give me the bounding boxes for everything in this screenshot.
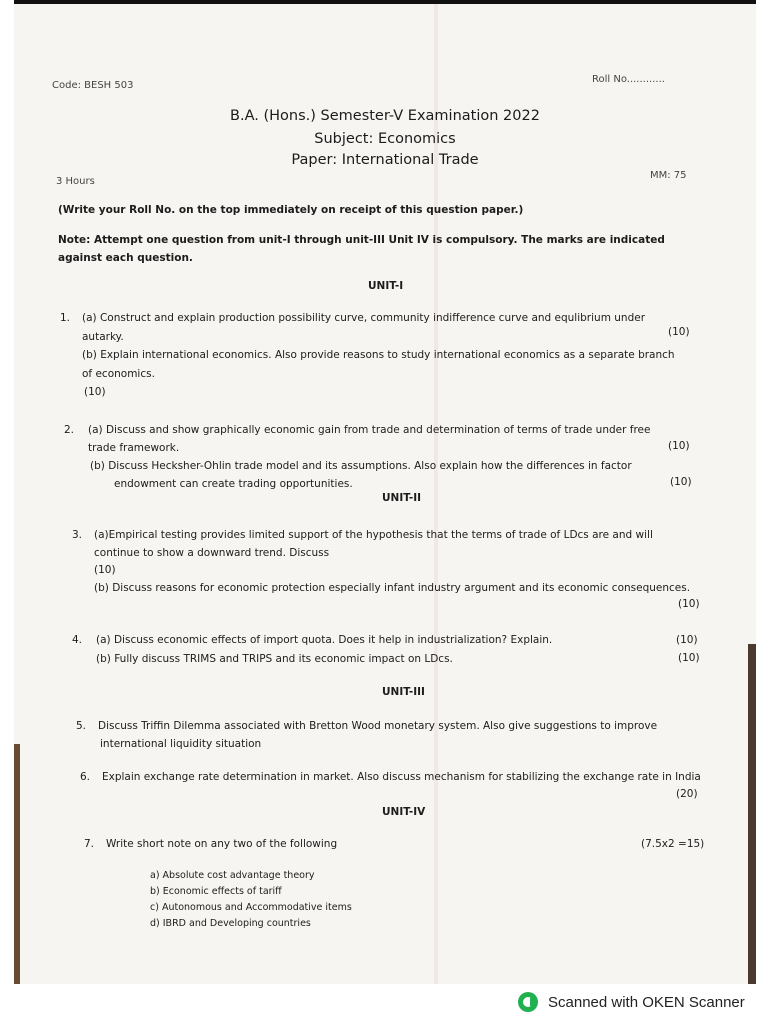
scanner-watermark [518, 990, 745, 1014]
q2-b-line2: endowment can create trading opportunities. [114, 478, 353, 490]
q1-b-line2: of economics. [82, 368, 155, 380]
q3-b-marks: (10) [678, 598, 700, 610]
q6-marks: (20) [676, 788, 698, 800]
scanner-text: Scanned with OKEN Scanner [548, 993, 745, 1011]
unit-1-heading: UNIT-I [368, 280, 404, 292]
q1-a-marks: (10) [668, 326, 690, 338]
duration: 3 Hours [56, 176, 95, 187]
q5-line1: Discuss Triffin Dilemma associated with Bretton Wood monetary system. Also give suggestions to improve [98, 720, 658, 732]
q6-line1: Explain exchange rate determination in market. Also discuss mechanism for stabilizing the exchange rate in India [102, 771, 701, 783]
q7-item-b: b) Economic effects of tariff [150, 886, 282, 897]
q4-number: 4. [72, 634, 83, 646]
max-marks: MM: 75 [650, 170, 687, 181]
paper-fold [434, 4, 438, 984]
q5-number: 5. [76, 720, 87, 732]
q3-b-line1: (b) Discuss reasons for economic protection especially infant industry argument and its economic consequences. [94, 582, 691, 594]
paper-edge-right [748, 644, 756, 984]
exam-paper [14, 4, 756, 984]
q2-number: 2. [64, 424, 75, 436]
q2-b-line1: (b) Discuss Hecksher-Ohlin trade model and its assumptions. Also explain how the differences in factor [90, 460, 632, 472]
q2-a-line1: (a) Discuss and show graphically economic gain from trade and determination of terms of trade under free [88, 424, 651, 436]
q4-a-marks: (10) [676, 634, 698, 646]
q7-marks: (7.5x2 =15) [641, 838, 705, 850]
exam-title: B.A. (Hons.) Semester-V Examination 2022 [230, 108, 540, 124]
q3-a-line2: continue to show a downward trend. Discuss [94, 547, 330, 559]
q7-line1: Write short note on any two of the following [106, 838, 338, 850]
roll-instruction: (Write your Roll No. on the top immediately on receipt of this question paper.) [58, 204, 524, 216]
q7-item-c: c) Autonomous and Accommodative items [150, 902, 352, 913]
paper-title: Paper: International Trade [291, 152, 479, 168]
q1-b-marks: (10) [84, 386, 106, 398]
q2-b-marks: (10) [670, 476, 692, 488]
roll-number-field: Roll No............ [592, 74, 665, 85]
q2-a-line2: trade framework. [88, 442, 180, 454]
unit-4-heading: UNIT-IV [382, 806, 426, 818]
q1-a-line2: autarky. [82, 331, 124, 343]
q4-a-line1: (a) Discuss economic effects of import quota. Does it help in industrialization? Explain. [96, 634, 553, 646]
q1-number: 1. [60, 312, 71, 324]
q6-number: 6. [80, 771, 91, 783]
q7-item-a: a) Absolute cost advantage theory [150, 870, 315, 881]
q3-number: 3. [72, 529, 83, 541]
paper-edge-left [14, 744, 20, 984]
unit-2-heading: UNIT-II [382, 492, 422, 504]
q4-b-marks: (10) [678, 652, 700, 664]
oken-scanner-logo-icon [518, 992, 538, 1012]
q7-item-d: d) IBRD and Developing countries [150, 918, 311, 929]
q2-a-marks: (10) [668, 440, 690, 452]
q4-b-line1: (b) Fully discuss TRIMS and TRIPS and its economic impact on LDcs. [96, 653, 453, 665]
q1-b-line1: (b) Explain international economics. Also provide reasons to study international economics as a separate branch [82, 349, 675, 361]
q1-a-line1: (a) Construct and explain production possibility curve, community indifference curve and equlibrium under [82, 312, 646, 324]
paper-code: Code: BESH 503 [52, 80, 134, 91]
unit-3-heading: UNIT-III [382, 686, 425, 698]
subject-title: Subject: Economics [314, 131, 456, 147]
note-line-1: Note: Attempt one question from unit-I through unit-III Unit IV is compulsory. The marks are indicated [58, 234, 665, 246]
q3-a-marks: (10) [94, 564, 116, 576]
q5-line2: international liquidity situation [100, 738, 262, 750]
q7-number: 7. [84, 838, 95, 850]
q3-a-line1: (a)Empirical testing provides limited support of the hypothesis that the terms of trade of LDcs are and will [94, 529, 653, 541]
note-line-2: against each question. [58, 252, 193, 264]
